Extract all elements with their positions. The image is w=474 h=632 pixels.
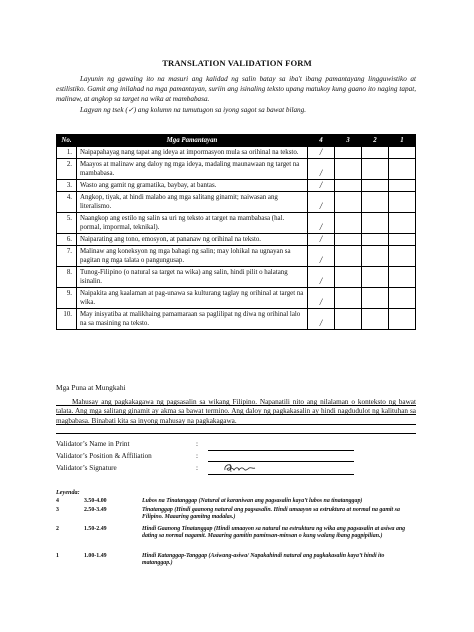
remarks-text: Mahusay ang pagkakagawa ng pagsasalin sa wikang Filipino. Napanatili nito ang nilalaman o konteksto ng bawat talata. Ang mga salitang ginamit ay akma sa bawat termino. Ang daloy ng pagkakasalin ay hindi nagdudulot ng kalituhan sa magbabasa. Binabati kita sa inyong mahusay na pagkakagawa. xyxy=(56,398,416,425)
criterion-text: Wasto ang gamit ng gramatika, baybay, at bantas. xyxy=(77,180,308,192)
validator-signature-label: Validator’s Signature xyxy=(56,464,117,472)
score-3-cell[interactable] xyxy=(335,213,362,234)
score-1-cell[interactable] xyxy=(389,192,416,213)
criterion-text: Tunog-Filipino (o natural sa target na wika) ang salin, hindi pilit o halatang isinalin. xyxy=(77,267,308,288)
header-score-2: 2 xyxy=(362,135,389,147)
legend-description: Tinatanggap (Hindi gaanong natural ang pagsasalin. Hindi umaayon sa estruktura at normal na gamit sa Filipino. Maaaring gamitng madalas.) xyxy=(142,507,400,521)
row-number: 2. xyxy=(57,159,77,180)
legend-title: Leyenda: xyxy=(56,489,80,496)
colon: : xyxy=(196,452,198,460)
check-mark[interactable]: / xyxy=(308,309,335,330)
check-mark[interactable]: / xyxy=(308,159,335,180)
check-mark[interactable]: / xyxy=(308,147,335,159)
row-number: 4. xyxy=(57,192,77,213)
row-number: 8. xyxy=(57,267,77,288)
score-3-cell[interactable] xyxy=(335,180,362,192)
score-3-cell[interactable] xyxy=(335,159,362,180)
legend-description: Hindi Katanggap-Tanggap (Asiwang-asiwa/ Napakahindi natural ang pagkakasalin kaya’t hindi ito matanggap.) xyxy=(142,553,385,567)
legend-score: 1 xyxy=(56,553,59,559)
legend-score: 3 xyxy=(56,507,59,513)
table-header-row xyxy=(57,135,416,147)
score-1-cell[interactable] xyxy=(389,159,416,180)
score-1-cell[interactable] xyxy=(389,267,416,288)
criterion-text: Naipapahayag nang tapat ang ideya at impormasyon mula sa orihinal na teksto. xyxy=(77,147,308,159)
score-3-cell[interactable] xyxy=(335,267,362,288)
form-title: TRANSLATION VALIDATION FORM xyxy=(162,58,312,68)
table-row xyxy=(57,267,416,288)
score-2-cell[interactable] xyxy=(362,309,389,330)
score-2-cell[interactable] xyxy=(362,180,389,192)
score-3-cell[interactable] xyxy=(335,192,362,213)
score-1-cell[interactable] xyxy=(389,180,416,192)
legend-score: 4 xyxy=(56,498,59,504)
score-1-cell[interactable] xyxy=(389,147,416,159)
check-mark[interactable]: / xyxy=(308,192,335,213)
legend-description: Hindi Gaanong Tinatanggap (Hindi umaayon sa natural na estruktura ng wika ang pagsasalin at asiwa ang dating sa normal nagamit. Maaaring gamitin paminsan-minsan o kung walang ibang pagpipilian.) xyxy=(142,526,406,540)
remarks-label: Mga Puna at Mungkahi xyxy=(56,383,126,392)
row-number: 6. xyxy=(57,234,77,246)
row-number: 10. xyxy=(57,309,77,330)
score-3-cell[interactable] xyxy=(335,246,362,267)
legend-range: 1.00-1.49 xyxy=(84,553,107,559)
header-score-4: 4 xyxy=(308,135,335,147)
validator-name-field[interactable] xyxy=(208,450,354,451)
table-row xyxy=(57,309,416,330)
criterion-text: Angkop, tiyak, at hindi malabo ang mga salitang ginamit; naiwasan ang literalismo. xyxy=(77,192,308,213)
remarks-box[interactable] xyxy=(56,398,416,426)
row-number: 7. xyxy=(57,246,77,267)
score-2-cell[interactable] xyxy=(362,192,389,213)
validator-position-label: Validator’s Position & Affiliation xyxy=(56,452,152,460)
check-mark[interactable]: / xyxy=(308,213,335,234)
table-row xyxy=(57,192,416,213)
legend-description: Lubos na Tinatanggap (Natural at karaniwan ang pagsasalin kaya’t lubos na tinatanggap) xyxy=(142,498,363,504)
criterion-text: Malinaw ang koneksyon ng mga bahagi ng salin; may lohikal na ugnayan sa pagitan ng mga talata o pangungusap. xyxy=(77,246,308,267)
score-1-cell[interactable] xyxy=(389,309,416,330)
legend-score: 2 xyxy=(56,526,59,532)
score-3-cell[interactable] xyxy=(335,234,362,246)
score-2-cell[interactable] xyxy=(362,267,389,288)
legend-range: 2.50-3.49 xyxy=(84,507,107,513)
table-row xyxy=(57,147,416,159)
score-3-cell[interactable] xyxy=(335,147,362,159)
score-2-cell[interactable] xyxy=(362,288,389,309)
legend-range: 3.50-4.00 xyxy=(84,498,107,504)
check-mark[interactable]: / xyxy=(308,180,335,192)
check-mark[interactable]: / xyxy=(308,267,335,288)
check-mark[interactable]: / xyxy=(308,246,335,267)
instruction-paragraph: Lagyan ng tsek (✓) ang kolumn na tumutugon sa iyong sagot sa bawat bilang. xyxy=(80,105,307,114)
criterion-text: May inisyatiba at malikhaing pamamaraan sa paglilipat ng diwa ng orihinal lalo na sa masining na teksto. xyxy=(77,309,308,330)
row-number: 9. xyxy=(57,288,77,309)
check-mark[interactable]: / xyxy=(308,288,335,309)
score-2-cell[interactable] xyxy=(362,234,389,246)
header-score-1: 1 xyxy=(389,135,416,147)
table-row xyxy=(57,234,416,246)
table-row xyxy=(57,288,416,309)
score-1-cell[interactable] xyxy=(389,213,416,234)
criterion-text: Naipakita ang kaalaman at pag-unawa sa kulturang taglay ng orihinal at target na wika. xyxy=(77,288,308,309)
score-2-cell[interactable] xyxy=(362,246,389,267)
signature-image xyxy=(222,461,258,475)
header-criteria: Mga Pamantayan xyxy=(77,135,308,147)
criteria-table xyxy=(56,134,416,330)
colon: : xyxy=(196,440,198,448)
score-2-cell[interactable] xyxy=(362,213,389,234)
row-number: 5. xyxy=(57,213,77,234)
score-1-cell[interactable] xyxy=(389,288,416,309)
criterion-text: Naangkop ang estilo ng salin sa uri ng teksto at target na mambabasa (hal. pormal, impormal, teknikal). xyxy=(77,213,308,234)
criterion-text: Maayos at malinaw ang daloy ng mga ideya, madaling maunawaan ng target na mambabasa. xyxy=(77,159,308,180)
table-row xyxy=(57,159,416,180)
intro-text xyxy=(56,74,416,115)
score-1-cell[interactable] xyxy=(389,246,416,267)
check-mark[interactable]: / xyxy=(308,234,335,246)
legend-range: 1.50-2.49 xyxy=(84,526,107,532)
table-row xyxy=(57,246,416,267)
validator-name-label: Validator’s Name in Print xyxy=(56,440,130,448)
row-number: 1. xyxy=(57,147,77,159)
remarks-line xyxy=(56,433,416,434)
row-number: 3. xyxy=(57,180,77,192)
header-score-3: 3 xyxy=(335,135,362,147)
table-row xyxy=(57,213,416,234)
header-no: No. xyxy=(57,135,77,147)
score-1-cell[interactable] xyxy=(389,234,416,246)
score-2-cell[interactable] xyxy=(362,159,389,180)
criterion-text: Naiparating ang tono, emosyon, at pananaw ng orihinal na teksto. xyxy=(77,234,308,246)
score-3-cell[interactable] xyxy=(335,288,362,309)
table-row xyxy=(57,180,416,192)
score-2-cell[interactable] xyxy=(362,147,389,159)
intro-paragraph: Layunin ng gawaing ito na masuri ang kalidad ng salin batay sa iba't ibang pamantayang lingguwistiko at estilistiko. Gamit ang inilahad na mga pamantayan, suriin ang isinaling teksto upang matukoy kung gaano ito naging tapat, malinaw, at angkop sa target na wika at mambabasa. xyxy=(56,75,416,104)
score-3-cell[interactable] xyxy=(335,309,362,330)
colon: : xyxy=(196,464,198,472)
